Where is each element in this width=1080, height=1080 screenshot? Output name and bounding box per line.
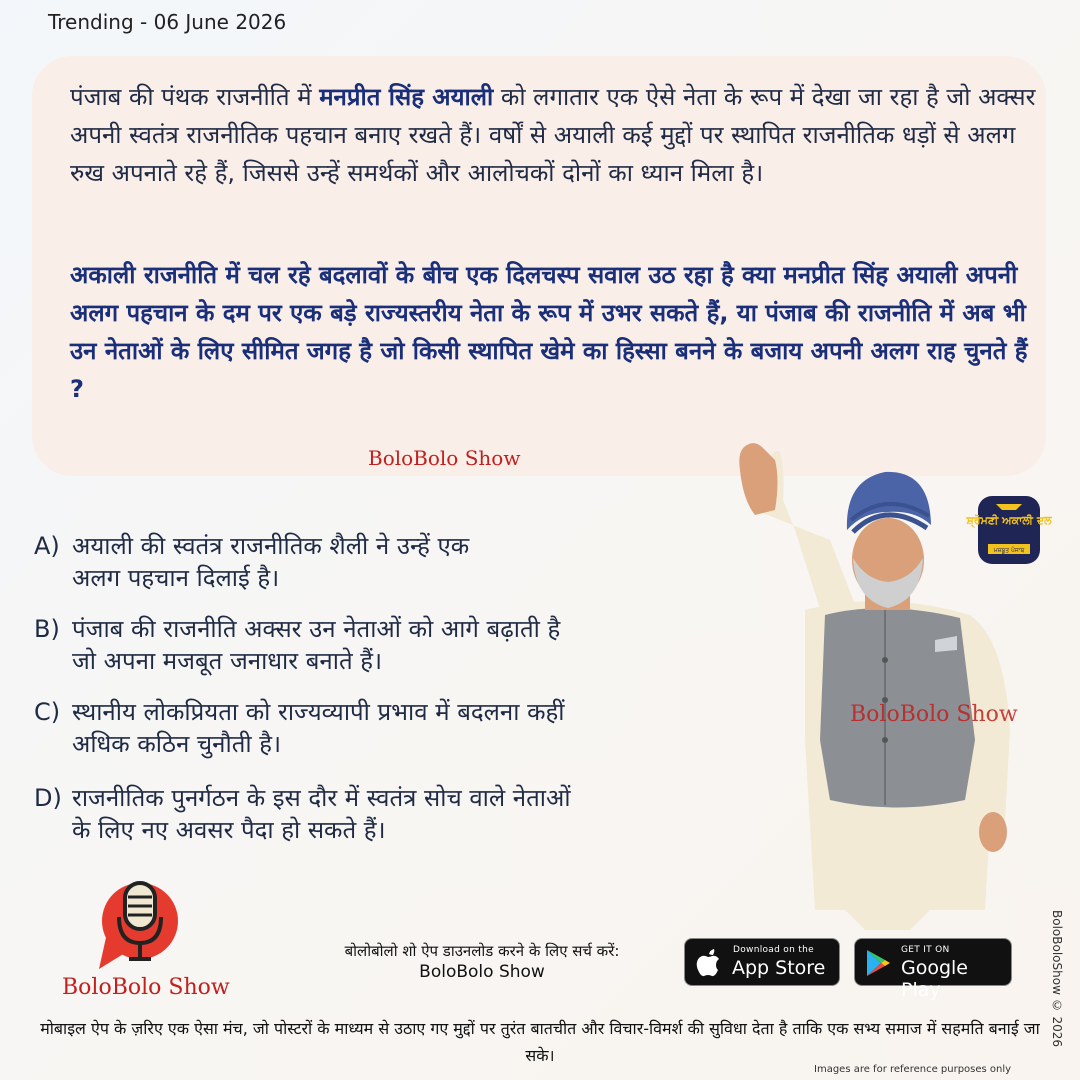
article-question: अकाली राजनीति में चल रहे बदलावों के बीच एक दिलचस्प सवाल उठ रहा है क्या मनप्रीत सिंह अयाली अपनी अलग पहचान के दम पर एक बड़े राज्यस्तरीय नेता के रूप में उभर सकते हैं, या पंजाब की राजनीति में अब भी उन नेताओं के लिए सीमित जगह है जो किसी स्थापित खेमे का हिस्सा बनने के बजाय अपनी अलग राह चुनते हैं ?	[70, 261, 1028, 403]
option-b[interactable]	[34, 613, 734, 677]
google-play-small-text: GET IT ON	[901, 945, 950, 955]
image-watermark: BoloBolo Show	[850, 702, 1018, 727]
option-letter: B)	[34, 615, 60, 643]
app-search-name: BoloBolo Show	[419, 962, 545, 982]
option-letter: A)	[34, 532, 60, 560]
paragraph-text-start: पंजाब की पंथक राजनीति में	[70, 83, 320, 111]
option-d[interactable]	[34, 782, 734, 846]
option-text: पंजाब की राजनीति अक्सर उन नेताओं को आगे बढ़ाती है	[72, 615, 561, 643]
option-a[interactable]	[34, 530, 734, 594]
app-search-instruction: बोलोबोलो शो ऐप डाउनलोड करने के लिए सर्च करें:	[344, 942, 620, 960]
party-logo-subtext: ਮਜ਼ਬੂਤ ਪੰਜਾਬ	[993, 547, 1025, 554]
app-store-small-text: Download on the	[733, 945, 814, 955]
party-logo-text: ਸ਼੍ਰੋਮਣੀ ਅਕਾਲੀ ਦਲ	[966, 514, 1052, 527]
paragraph-text-end: को लगातार एक ऐसे नेता के रूप में देखा जा रहा है जो अक्सर अपनी स्वतंत्र राजनीतिक पहचान बनाए रखते हैं। वर्षों से अयाली कई मुद्दों पर स्थापित राजनीतिक धड़ों से अलग रुख अपनाते रहे हैं, जिससे उन्हें समर्थकों और आलोचकों दोनों का ध्यान मिला है।	[70, 83, 1036, 187]
option-text-line2: अधिक कठिन चुनौती है।	[72, 730, 282, 758]
option-letter: C)	[34, 698, 61, 726]
copyright-vertical: BoloBoloShow © 2026	[1050, 910, 1064, 1048]
option-text-line2: जो अपना मजबूत जनाधार बनाते हैं।	[72, 647, 383, 675]
google-play-icon	[865, 949, 891, 977]
footer-brand-name: BoloBolo Show	[62, 975, 230, 1000]
app-store-button[interactable]	[684, 938, 840, 986]
app-store-label: App Store	[732, 957, 826, 979]
option-letter: D)	[34, 784, 62, 812]
hand-icon	[739, 443, 777, 515]
option-text: राजनीतिक पुनर्गठन के इस दौर में स्वतंत्र सोच वाले नेताओं	[72, 784, 571, 812]
option-text: अयाली की स्वतंत्र राजनीतिक शैली ने उन्हें एक	[72, 532, 470, 560]
footer-description: मोबाइल ऐप के ज़रिए एक ऐसा मंच, जो पोस्टरों के माध्यम से उठाए गए मुद्दों पर तुरंत बातचीत और विचार-विमर्श की सुविधा देता है ताकि एक सभ्य समाज में सहमति बनाई जा सके।	[40, 1019, 1040, 1065]
article-paragraph	[70, 78, 1040, 192]
microphone-logo-icon	[95, 873, 185, 973]
trending-date: Trending - 06 June 2026	[48, 10, 287, 34]
card-brand-watermark: BoloBolo Show	[368, 446, 521, 470]
leader-name: मनप्रीत सिंह अयाली	[319, 83, 494, 111]
party-logo	[966, 494, 1052, 566]
google-play-button[interactable]	[854, 938, 1012, 1001]
option-text-line2: के लिए नए अवसर पैदा हो सकते हैं।	[72, 816, 386, 844]
option-text-line2: अलग पहचान दिलाई है।	[72, 564, 280, 592]
google-play-label: Google Play	[901, 957, 969, 1001]
image-disclaimer: Images are for reference purposes only	[814, 1064, 1012, 1075]
option-text: स्थानीय लोकप्रियता को राज्यव्यापी प्रभाव में बदलना कहीं	[72, 698, 565, 726]
option-c[interactable]	[34, 696, 734, 760]
apple-icon	[695, 949, 721, 977]
